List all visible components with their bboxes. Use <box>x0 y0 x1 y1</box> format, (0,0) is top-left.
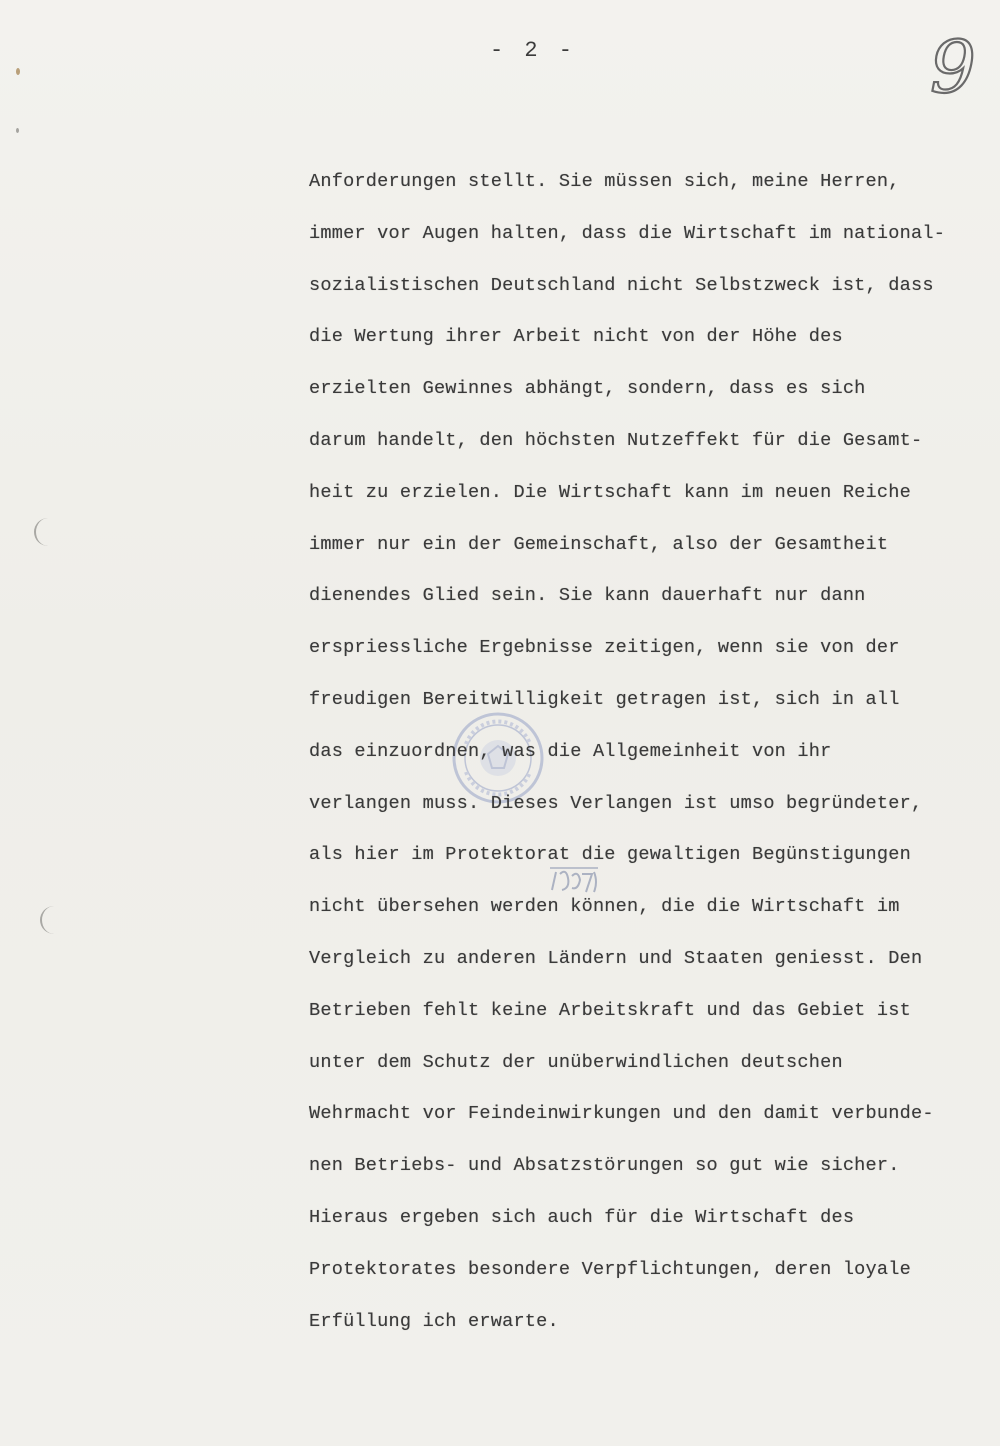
margin-speck <box>16 68 20 75</box>
text-line: Betrieben fehlt keine Arbeitskraft und das Gebiet ist <box>309 999 911 1021</box>
page-number: - 2 - <box>489 38 576 63</box>
text-line: immer nur ein der Gemeinschaft, also der Gesamtheit <box>309 533 889 555</box>
text-line: nicht übersehen werden können, die die Wirtschaft im <box>309 896 900 918</box>
text-line: Vergleich zu anderen Ländern und Staaten geniesst. Den <box>309 947 923 969</box>
punch-hole-lower <box>40 906 54 934</box>
text-line: heit zu erzielen. Die Wirtschaft kann im neuen Reiche <box>309 481 911 503</box>
text-line: die Wertung ihrer Arbeit nicht von der Höhe des <box>309 326 843 348</box>
text-line: das einzuordnen, was die Allgemeinheit von ihr <box>309 740 832 762</box>
text-line: freudigen Bereitwilligkeit getragen ist, sich in all <box>309 688 900 710</box>
text-line: verlangen muss. Dieses Verlangen ist umso begründeter, <box>309 792 923 814</box>
text-line: als hier im Protektorat die gewaltigen Begünstigungen <box>309 844 911 866</box>
text-line: erspriessliche Ergebnisse zeitigen, wenn sie von der <box>309 637 900 659</box>
text-line: nen Betriebs- und Absatzstörungen so gut wie sicher. <box>309 1155 900 1177</box>
text-line: Hieraus ergeben sich auch für die Wirtschaft des <box>309 1206 855 1228</box>
text-line: immer vor Augen halten, dass die Wirtschaft im national- <box>309 222 946 244</box>
text-line: Anforderungen stellt. Sie müssen sich, meine Herren, <box>309 171 900 192</box>
folio-number-text: 9 <box>930 28 976 104</box>
body-text <box>309 166 999 1357</box>
text-line: dienendes Glied sein. Sie kann dauerhaft nur dann <box>309 585 866 607</box>
text-line: erzielten Gewinnes abhängt, sondern, dass es sich <box>309 378 866 400</box>
text-line: Wehrmacht vor Feindeinwirkungen und den damit verbunde- <box>309 1103 934 1125</box>
text-line: unter dem Schutz der unüberwindlichen deutschen <box>309 1051 843 1073</box>
text-line: Protektorates besondere Verpflichtungen, deren loyale <box>309 1258 911 1280</box>
punch-hole-upper <box>34 518 48 546</box>
text-line: Erfüllung ich erwarte. <box>309 1310 559 1332</box>
text-line: sozialistischen Deutschland nicht Selbstzweck ist, dass <box>309 274 934 296</box>
handwritten-folio-number <box>926 28 976 104</box>
text-line: darum handelt, den höchsten Nutzeffekt für die Gesamt- <box>309 429 923 451</box>
margin-speck <box>16 128 19 133</box>
